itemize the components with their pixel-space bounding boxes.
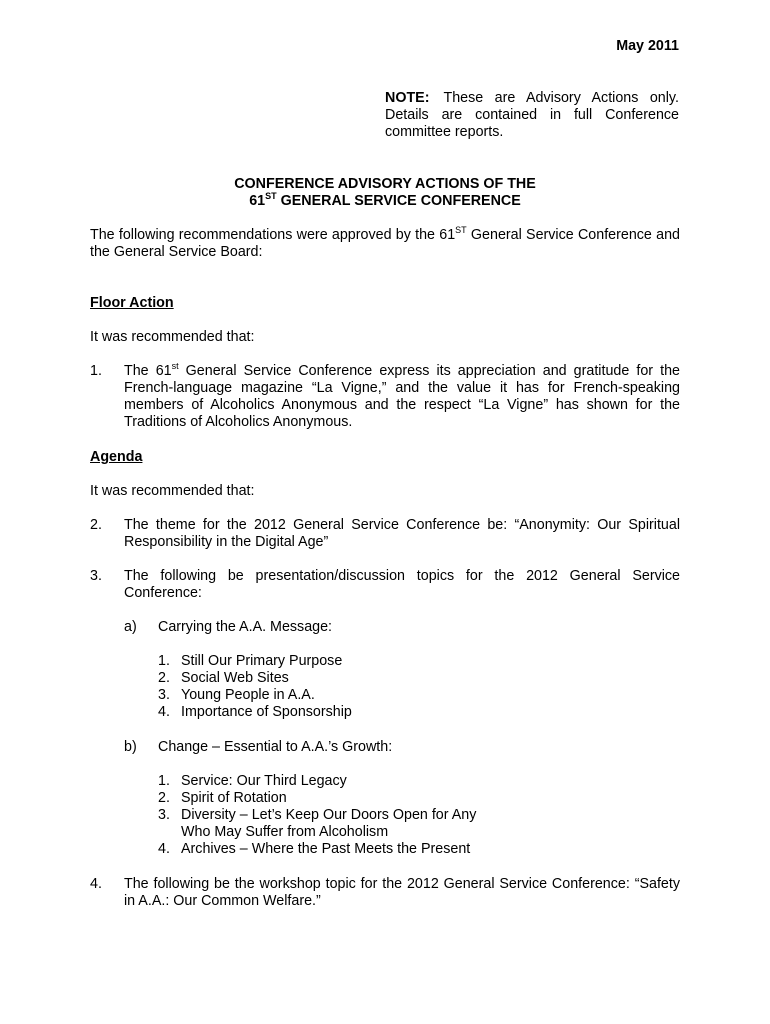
advisory-note xyxy=(385,90,679,141)
title-line-2-text: GENERAL SERVICE CONFERENCE xyxy=(276,193,521,209)
list-item-line-1: Diversity – Let’s Keep Our Doors Open for Any xyxy=(181,807,477,823)
sub-b-letter: b) xyxy=(124,739,137,755)
item-3-number: 3. xyxy=(90,568,102,584)
item-4-number: 4. xyxy=(90,876,102,892)
title-ordinal-number: 61 xyxy=(249,193,266,209)
item-2-text: The theme for the 2012 General Service Conference be: “Anonymity: Our Spiritual Responsibility in the Digital Age” xyxy=(124,517,680,550)
intro-text-end: General Service Conference and the General Service Board: xyxy=(90,227,680,260)
list-item: Young People in A.A. xyxy=(181,687,315,703)
item-3-text: The following be presentation/discussion topics for the 2012 General Service Conference: xyxy=(124,568,680,601)
item-4-text: The following be the workshop topic for the 2012 General Service Conference: “Safety in A.A.: Our Common Welfare.” xyxy=(124,876,680,909)
intro-ordinal-suffix: ST xyxy=(455,225,467,235)
title-ordinal-suffix: ST xyxy=(265,191,277,201)
item-1-ordinal-suffix: st xyxy=(171,361,179,371)
list-item-number: 1. xyxy=(158,773,170,789)
list-item-number: 2. xyxy=(158,670,170,686)
item-1-text-end: General Service Conference express its appreciation and gratitude for the French-language magazine “La Vigne,” and the value it has for French-speaking members of Alcoholics Anonymous and the respect “La Vigne” has shown for the Traditions of Alcoholics Anonymous. xyxy=(124,363,680,430)
list-item-number: 3. xyxy=(158,687,170,703)
item-2-number: 2. xyxy=(90,517,102,533)
document-date: May 2011 xyxy=(616,38,679,54)
item-1-text xyxy=(124,363,680,431)
list-item xyxy=(181,807,476,841)
note-text: These are Advisory Actions only. Details are contained in full Conference committee reports. xyxy=(385,90,679,140)
title-line-2 xyxy=(90,193,680,210)
note-label: NOTE: xyxy=(385,90,430,106)
list-item-number: 3. xyxy=(158,807,170,823)
list-item-line-2: Who May Suffer from Alcoholism xyxy=(181,824,389,840)
list-item: Archives – Where the Past Meets the Present xyxy=(181,841,471,857)
sub-b-title: Change – Essential to A.A.’s Growth: xyxy=(158,739,393,755)
list-item: Spirit of Rotation xyxy=(181,790,287,806)
list-item: Social Web Sites xyxy=(181,670,289,686)
agenda-lead: It was recommended that: xyxy=(90,483,255,499)
list-item-number: 4. xyxy=(158,704,170,720)
floor-action-lead: It was recommended that: xyxy=(90,329,255,345)
list-item-number: 2. xyxy=(158,790,170,806)
title-line-1: CONFERENCE ADVISORY ACTIONS OF THE xyxy=(234,176,536,192)
document-title xyxy=(90,176,680,210)
item-1-text-start: The 61 xyxy=(124,363,172,379)
sub-a-letter: a) xyxy=(124,619,137,635)
intro-paragraph xyxy=(90,227,680,261)
list-item: Service: Our Third Legacy xyxy=(181,773,347,789)
list-item-number: 4. xyxy=(158,841,170,857)
list-item: Still Our Primary Purpose xyxy=(181,653,343,669)
item-1-number: 1. xyxy=(90,363,102,379)
list-item-number: 1. xyxy=(158,653,170,669)
list-item: Importance of Sponsorship xyxy=(181,704,352,720)
intro-text-start: The following recommendations were approved by the 61 xyxy=(90,227,456,243)
agenda-heading: Agenda xyxy=(90,449,143,465)
floor-action-heading: Floor Action xyxy=(90,295,174,311)
sub-a-title: Carrying the A.A. Message: xyxy=(158,619,333,635)
